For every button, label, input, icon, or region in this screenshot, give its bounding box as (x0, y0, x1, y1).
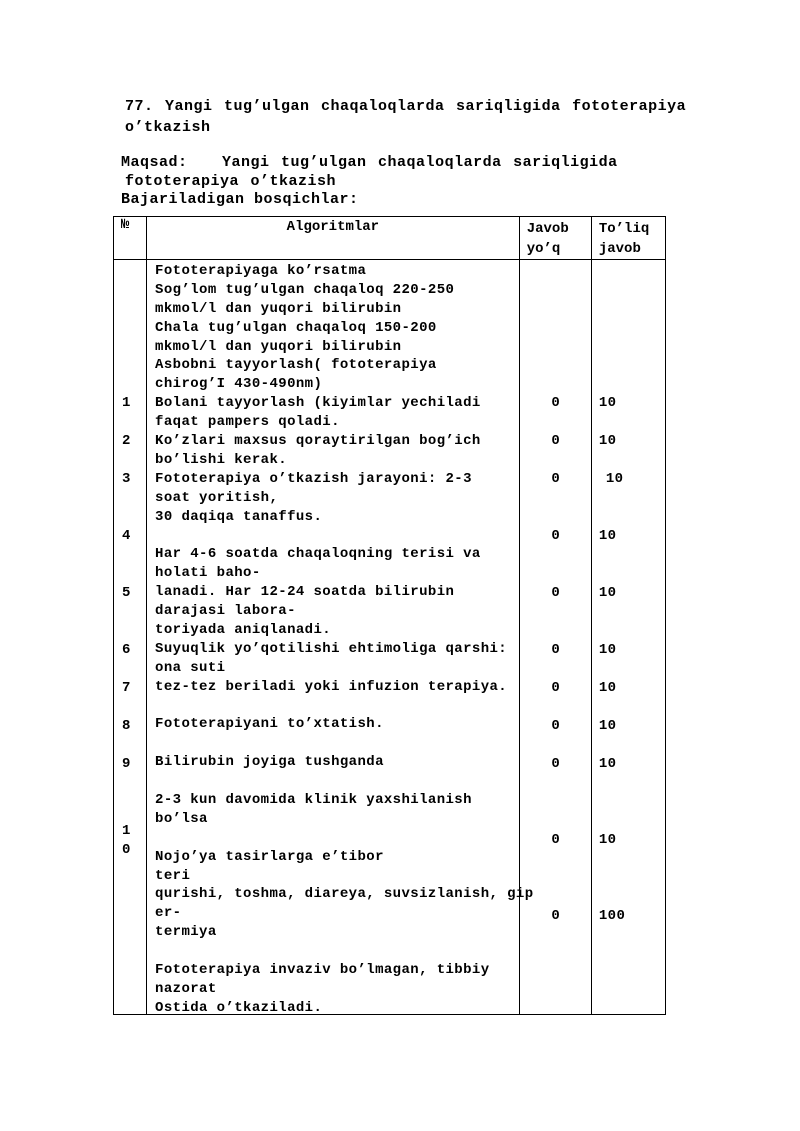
row-full-score: 10 (598, 756, 617, 772)
full-column (591, 260, 665, 1015)
row-full-score: 10 (598, 433, 617, 449)
row-number: 5 (122, 585, 131, 601)
row-answer-score: 0 (551, 642, 561, 658)
algorithm-line: Har 4-6 soatda chaqaloqning terisi va (155, 546, 481, 563)
header-full-line1: To’liq (598, 221, 650, 237)
algorithm-line: bo’lishi kerak. (155, 451, 288, 468)
algorithm-line: lanadi. Har 12-24 soatda bilirubin (155, 584, 455, 601)
algorithm-line: nazorat (155, 980, 217, 997)
row-answer-score: 0 (551, 756, 561, 772)
row-number: 1 (122, 395, 131, 411)
algorithm-line: Fototerapiyaga ko’rsatma (155, 263, 367, 279)
algorithm-line: Ostida o’tkaziladi. (155, 999, 323, 1016)
row-number: 9 (122, 756, 131, 772)
page-title: 77. Yangi tug’ulgan chaqaloqlarda sariqligida fototerapiya o’tkazish (125, 98, 687, 136)
header-num: № (114, 217, 147, 260)
algorithm-line: qurishi, toshma, diareya, suvsizlanish, gip (155, 886, 534, 903)
algorithm-line: mkmol/l dan yuqori bilirubin (155, 300, 402, 317)
row-number: 8 (122, 718, 131, 734)
algorithm-line: Fototerapiya o’tkazish jarayoni: 2-3 (155, 470, 472, 487)
algorithm-line: faqat pampers qoladi. (155, 414, 340, 431)
algorithm-line: termiya (155, 924, 217, 941)
algorithm-line (155, 829, 535, 848)
algorithm-line: tez-tez beriladi yoki infuzion terapiya. (155, 678, 508, 695)
algorithm-line: soat yoritish, (155, 489, 279, 506)
header-algorithms: Algoritmlar (147, 217, 520, 260)
row-full-score: 10 (598, 718, 617, 734)
algorithm-text (155, 262, 535, 1018)
algorithm-line: Bolani tayyorlash (kiyimlar yechiladi (155, 395, 481, 412)
algorithm-line (155, 734, 535, 753)
header-full (591, 217, 665, 260)
total-full-score: 100 (598, 908, 626, 924)
algorithm-line: Nojo’ya tasirlarga e’tibor (155, 848, 384, 865)
table-header-row (114, 217, 666, 260)
algorithm-line: ona suti (155, 659, 226, 676)
algorithm-line: Fototerapiya invaziv bo’lmagan, tibbiy (155, 961, 490, 978)
algorithm-line: chirog’I 430-490nm) (155, 376, 323, 393)
algorithm-line: Chala tug’ulgan chaqaloq 150-200 (155, 319, 437, 336)
algorithm-line: 2-3 kun davomida klinik yaxshilanish (155, 791, 472, 808)
num-column (114, 260, 147, 1015)
algorithm-line (155, 696, 535, 715)
algorithm-line: holati baho- (155, 565, 261, 582)
row-full-score: 10 (598, 585, 617, 601)
row-full-score: 10 (598, 680, 617, 696)
row-full-score: 10 (598, 832, 617, 848)
row-answer-score: 0 (551, 433, 561, 449)
algorithm-line: Suyuqlik yo’qotilishi ehtimoliga qarshi: (155, 640, 508, 657)
algorithm-line: Ko’zlari maxsus qoraytirilgan bog’ich (155, 433, 481, 450)
row-number: 4 (122, 528, 131, 544)
row-answer-score: 0 (551, 585, 561, 601)
row-number: 6 (122, 642, 131, 658)
algorithm-column (147, 260, 534, 1016)
steps-label: Bajariladigan bosqichlar: (121, 191, 359, 208)
algorithm-line: Bilirubin joyiga tushganda (155, 754, 384, 771)
algorithm-line (155, 772, 535, 791)
goal-text-line2: fototerapiya o’tkazish (125, 173, 337, 190)
header-answer (519, 217, 591, 260)
goal-label: Maqsad: (121, 154, 188, 171)
row-answer-score: 0 (551, 395, 561, 411)
header-answer-line1: Javob (526, 221, 569, 237)
row-number: 3 (122, 471, 131, 487)
answer-column (519, 260, 591, 1015)
row-number: 2 (122, 433, 131, 449)
header-answer-line2: yo’q (526, 241, 561, 257)
goal-text-line1: Yangi tug’ulgan chaqaloqlarda sariqligida (222, 154, 618, 171)
row-number: 1 0 (122, 823, 131, 858)
algorithm-line: teri (155, 867, 191, 884)
goal-block (121, 153, 721, 191)
algorithm-line: 30 daqiqa tanaffus. (155, 508, 323, 525)
table-body-row (114, 260, 666, 1015)
algorithm-line: Fototerapiyani to’xtatish. (155, 716, 384, 733)
row-answer-score: 0 (551, 680, 561, 696)
algorithm-line: bo’lsa (155, 810, 208, 827)
algorithm-line: Sog’lom tug’ulgan chaqaloq 220-250 (155, 281, 455, 298)
algorithm-table (113, 216, 666, 1015)
row-number: 7 (122, 680, 131, 696)
algorithm-line (155, 942, 535, 961)
algorithm-line: er- (155, 905, 182, 922)
row-answer-score: 0 (551, 528, 561, 544)
algorithm-line: Asbobni tayyorlash( fototerapiya (155, 357, 437, 374)
total-answer-score: 0 (551, 908, 561, 924)
algorithm-line: mkmol/l dan yuqori bilirubin (155, 338, 402, 355)
row-answer-score: 0 (551, 471, 561, 487)
row-full-score: 10 (598, 642, 617, 658)
algorithm-line: darajasi labora- (155, 603, 296, 620)
row-answer-score: 0 (551, 718, 561, 734)
algorithm-line (155, 526, 535, 545)
row-full-score: 10 (598, 395, 617, 411)
row-full-score: 10 (605, 471, 624, 487)
row-answer-score: 0 (551, 832, 561, 848)
algorithm-line: toriyada aniqlanadi. (155, 621, 332, 638)
header-full-line2: javob (598, 241, 641, 257)
row-full-score: 10 (598, 528, 617, 544)
